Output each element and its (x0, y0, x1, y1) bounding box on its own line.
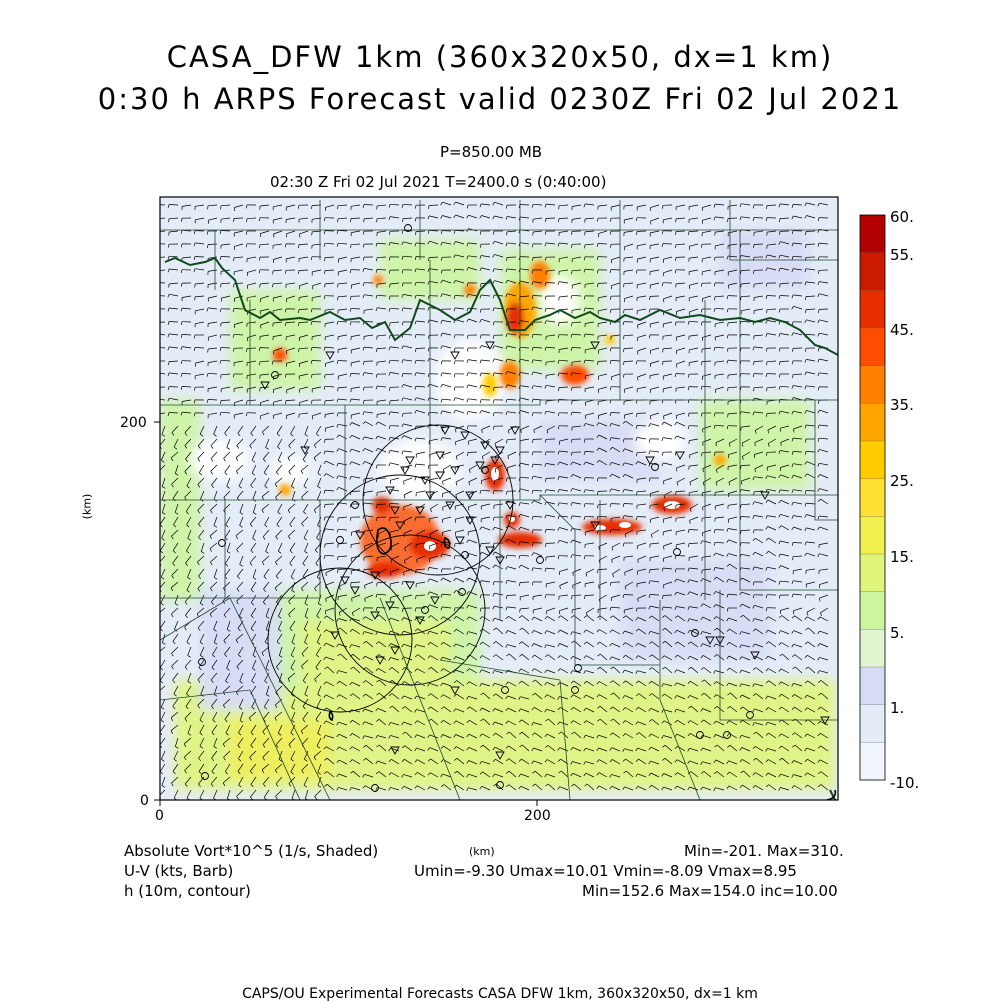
wind-barb (650, 595, 659, 596)
wind-barb-flag (494, 387, 495, 391)
wind-barb-flag (651, 221, 652, 224)
wind-barb-flag (741, 466, 742, 470)
wind-barb (624, 504, 633, 505)
wind-barb (533, 257, 542, 258)
legend-field-height: h (10m, contour) (124, 882, 251, 900)
colorbar-swatch (860, 403, 885, 441)
colorbar-swatch (860, 215, 885, 253)
wind-barb (741, 335, 750, 336)
wind-barb-flag (156, 323, 157, 326)
colorbar-swatch (860, 328, 885, 366)
wind-barb (689, 530, 698, 531)
wind-barb-flag (638, 325, 639, 329)
wind-barb-flag (352, 598, 353, 601)
wind-barb (221, 400, 230, 401)
wind-barb-flag (806, 310, 807, 314)
wind-barb-flag (155, 347, 156, 350)
wind-barb (572, 348, 581, 349)
wind-barb-flag (429, 258, 430, 261)
wind-barb-flag (650, 296, 651, 300)
wind-barb (299, 270, 308, 271)
colorbar-label-60: 60. (890, 208, 914, 226)
legend-field-vorticity: Absolute Vort*10^5 (1/s, Shaded) (124, 842, 378, 860)
wind-barb-flag (780, 362, 781, 365)
x-axis-label: (km) (469, 845, 495, 858)
wind-barb-flag (794, 429, 795, 433)
wind-barb-flag (377, 479, 378, 483)
wind-barb (793, 452, 802, 453)
wind-barb (624, 595, 633, 596)
wind-barb-flag (325, 271, 326, 274)
wind-barb-flag (676, 232, 677, 235)
wind-barb-flag (156, 258, 157, 262)
wind-barb (520, 205, 529, 206)
colorbar-swatch (860, 705, 885, 743)
wind-barb-flag (155, 244, 156, 247)
colorbar-swatch (860, 516, 885, 554)
colorbar-swatch (860, 290, 885, 328)
colorbar-swatch (860, 441, 885, 479)
wind-barb-flag (741, 271, 742, 275)
colorbar-label-15: 15. (890, 548, 914, 566)
wind-barb (520, 582, 529, 583)
wind-barb-flag (156, 387, 157, 391)
wind-barb (169, 322, 178, 323)
wind-barb (169, 413, 178, 414)
wind-barb-flag (299, 271, 300, 274)
wind-barb-flag (286, 323, 287, 326)
wind-barb-flag (390, 518, 391, 522)
wind-barb-flag (767, 206, 768, 209)
wind-barb (364, 205, 373, 206)
wind-barb-flag (663, 596, 664, 599)
wind-barb-flag (456, 429, 457, 433)
wind-barb-flag (443, 455, 444, 459)
wind-barb-flag (155, 309, 156, 312)
wind-barb-flag (312, 206, 313, 210)
wind-barb-flag (664, 546, 665, 550)
legend-vorticity-stats: Min=-201. Max=310. (684, 842, 844, 860)
wind-barb (806, 231, 815, 232)
colorbar-label-45: 45. (890, 321, 914, 339)
wind-barb-flag (533, 258, 534, 261)
wind-barb (468, 452, 477, 453)
wind-barb-flag (429, 206, 430, 209)
wind-barb-flag (377, 349, 378, 353)
wind-barb-flag (663, 361, 664, 365)
wind-barb-flag (572, 231, 573, 235)
wind-barb (780, 296, 789, 297)
colorbar (860, 215, 885, 781)
wind-barb-flag (155, 283, 156, 286)
legend-field-wind: U-V (kts, Barb) (124, 862, 233, 880)
wind-barb-flag (689, 232, 690, 235)
wind-barb (416, 348, 425, 349)
wind-barb (299, 322, 308, 323)
wind-barb-flag (650, 570, 651, 574)
wind-barb (221, 348, 230, 349)
wind-barb-flag (299, 310, 300, 314)
wind-barb-flag (391, 572, 392, 575)
pressure-level: P=850.00 MB (440, 143, 542, 161)
wind-barb-flag (820, 598, 821, 601)
wind-barb-flag (546, 543, 547, 547)
colorbar-label-5: 5. (890, 624, 904, 642)
wind-barb-flag (351, 219, 352, 223)
wind-barb (754, 218, 763, 219)
colorbar-swatch (860, 629, 885, 667)
wind-barb (598, 244, 607, 245)
colorbar-swatch (860, 253, 885, 291)
legend-wind-stats: Umin=-9.30 Umax=10.01 Vmin=-8.09 Vmax=8.95 (414, 862, 797, 880)
wind-barb-flag (806, 297, 807, 301)
wind-barb-flag (728, 219, 729, 223)
wind-barb (247, 348, 256, 349)
wind-barb-flag (155, 205, 156, 208)
colorbar-swatch (860, 667, 885, 705)
colorbar-swatch (860, 479, 885, 517)
wind-barb-flag (559, 388, 560, 392)
wind-barb-flag (416, 349, 417, 352)
wind-barb-flag (638, 351, 639, 355)
wind-barb (312, 322, 321, 323)
wind-barb-flag (443, 481, 444, 485)
wind-barb (793, 543, 802, 544)
wind-barb (403, 374, 412, 375)
colorbar-swatch (860, 366, 885, 404)
y-axis-label: (km) (80, 494, 93, 520)
wind-barb-flag (261, 325, 262, 328)
wind-barb (195, 257, 204, 258)
wind-barb-flag (507, 257, 508, 261)
wind-barb-flag (520, 583, 521, 587)
wind-barb (728, 218, 737, 219)
plot-title-line2: 0:30 h ARPS Forecast valid 0230Z Fri 02 Jul 2021 (0, 82, 1000, 116)
colorbar-label-35: 35. (890, 396, 914, 414)
colorbar-label-55: 55. (890, 246, 914, 264)
wind-barb-flag (274, 234, 275, 237)
wind-barb-flag (533, 439, 534, 443)
wind-barb-flag (169, 362, 170, 366)
valid-time: 02:30 Z Fri 02 Jul 2021 T=2400.0 s (0:40:00) (270, 173, 606, 191)
wind-barb-flag (299, 245, 300, 249)
legend-height-stats: Min=152.6 Max=154.0 inc=10.00 (582, 882, 838, 900)
wind-barb-flag (365, 585, 366, 589)
wind-barb (208, 244, 217, 245)
wind-barb (455, 296, 464, 297)
wind-barb-flag (507, 595, 508, 599)
wind-barb-flag (404, 507, 405, 511)
colorbar-label-25: 25. (890, 472, 914, 490)
wind-barb (585, 595, 594, 596)
wind-barb-flag (585, 596, 586, 600)
wind-barb-flag (806, 245, 807, 249)
colorbar-swatch (860, 742, 885, 780)
wind-barb-flag (754, 245, 755, 248)
wind-barb-flag (664, 416, 665, 420)
wind-barb-flag (403, 219, 404, 222)
colorbar-swatch (860, 554, 885, 592)
wind-barb-flag (624, 349, 625, 353)
x-tick-0: 0 (155, 808, 164, 824)
wind-barb (429, 205, 438, 206)
wind-barb-flag (468, 453, 469, 457)
wind-barb-flag (155, 399, 156, 402)
wind-barb-flag (754, 362, 755, 366)
y-tick-0: 0 (140, 793, 149, 809)
wind-barb-flag (416, 232, 417, 236)
wind-barb (299, 309, 308, 310)
colorbar-label-1: 1. (890, 699, 904, 717)
wind-barb (767, 296, 776, 297)
wind-barb-flag (637, 232, 638, 235)
wind-barb (221, 231, 230, 232)
wind-barb-flag (702, 362, 703, 366)
wind-barb (754, 244, 763, 245)
colorbar-swatch (860, 592, 885, 630)
wind-barb (611, 270, 620, 271)
wind-barb (637, 231, 646, 232)
wind-barb-flag (155, 295, 156, 298)
wind-barb (663, 595, 672, 596)
wind-barb-flag (274, 351, 275, 354)
wind-barb-flag (221, 401, 222, 405)
wind-barb (533, 296, 542, 297)
wind-barb-flag (559, 219, 560, 222)
wind-barb-flag (404, 481, 405, 485)
wind-barb-flag (481, 284, 482, 288)
wind-barb (338, 361, 347, 362)
wind-barb-flag (247, 349, 248, 352)
wind-barb (806, 244, 815, 245)
wind-barb (169, 205, 178, 206)
wind-barb-flag (780, 219, 781, 223)
footer-credit: CAPS/OU Experimental Forecasts CASA DFW 1km, 360x320x50, dx=1 km (0, 986, 1000, 1002)
wind-barb-flag (598, 570, 599, 574)
plot-title-line1: CASA_DFW 1km (360x320x50, dx=1 km) (0, 40, 1000, 74)
wind-barb (767, 205, 776, 206)
wind-barb-flag (208, 245, 209, 249)
wind-barb (546, 283, 555, 284)
wind-barb-flag (598, 283, 599, 287)
colorbar-label-neg10: -10. (890, 774, 919, 792)
wind-barb-flag (234, 218, 235, 222)
x-tick-200: 200 (524, 808, 551, 824)
wind-barb-flag (624, 362, 625, 365)
wind-barb-flag (703, 507, 704, 510)
wind-barb (754, 361, 763, 362)
wind-barb-flag (638, 377, 639, 380)
wind-barb (676, 231, 685, 232)
wind-barb (234, 309, 243, 310)
y-tick-200: 200 (120, 415, 147, 431)
wind-barb-flag (689, 544, 690, 548)
wind-barb-flag (443, 507, 444, 510)
wind-barb-flag (299, 323, 300, 327)
wind-barb-flag (806, 232, 807, 236)
vorticity-shading (155, 197, 838, 800)
wind-barb-flag (155, 333, 156, 336)
wind-barb-flag (155, 361, 156, 364)
wind-barb (195, 348, 204, 349)
wind-barb (806, 491, 815, 492)
wind-barb-flag (287, 390, 288, 393)
wind-barb (611, 413, 620, 414)
wind-barb-flag (155, 373, 156, 376)
wind-barb-flag (819, 309, 820, 313)
